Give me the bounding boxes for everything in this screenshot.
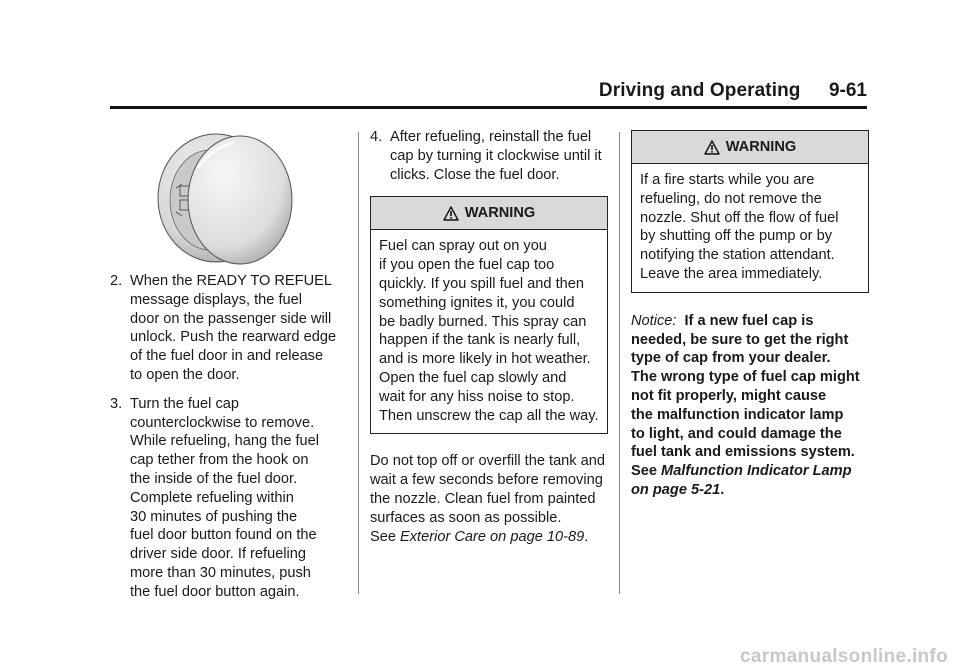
text-line: door on the passenger side will <box>130 310 332 327</box>
warning-box-fuel-spray <box>370 196 608 434</box>
step-3 <box>110 395 348 602</box>
text-line: If a fire starts while you are <box>640 172 815 188</box>
warning-label: WARNING <box>725 138 797 155</box>
text-line: to open the door. <box>130 366 240 383</box>
warning-box-fire <box>631 130 869 293</box>
section-title: Driving and Operating <box>598 80 801 101</box>
text-line: Then unscrew the cap all the way. <box>379 407 599 424</box>
text-line: to light, and could damage the <box>631 425 842 442</box>
warning-body <box>371 230 607 433</box>
text-line: Turn the fuel cap <box>130 395 239 412</box>
text-line: the fuel door button again. <box>130 583 300 600</box>
warning-body <box>632 164 868 292</box>
text-line: driver side door. If refueling <box>130 546 307 563</box>
text-line: nozzle. Shut off the flow of fuel <box>640 209 839 226</box>
cross-reference-page[interactable]: on page 5-21 <box>631 481 721 498</box>
text-line: The wrong type of fuel cap might <box>631 369 860 386</box>
text-line: type of cap from your dealer. <box>631 350 831 367</box>
paragraph-overfill <box>370 452 610 546</box>
fuel-door-illustration <box>110 128 348 268</box>
text-line <box>631 312 869 331</box>
text-line: message displays, the fuel <box>130 291 302 308</box>
column-3 <box>631 130 869 500</box>
column-2 <box>370 128 610 546</box>
text-line <box>631 462 869 481</box>
text-line: if you open the fuel cap too <box>379 257 555 274</box>
step-number: 3. <box>110 395 123 412</box>
text-line: not fit properly, might cause <box>631 387 827 404</box>
warning-triangle-icon <box>443 206 459 221</box>
watermark: carmanualsonline.info <box>740 646 948 667</box>
text-line: of the fuel door in and release <box>130 348 324 365</box>
text-line: and is more likely in hot weather. <box>379 351 591 368</box>
column-divider-2 <box>619 132 620 594</box>
text-line: Complete refueling within <box>130 489 294 506</box>
warning-label: WARNING <box>464 204 536 221</box>
notice-first-line: If a new fuel cap is <box>684 312 814 329</box>
text-line: the nozzle. Clean fuel from painted <box>370 490 596 507</box>
text-line: While refueling, hang the fuel <box>130 433 320 450</box>
notice-paragraph <box>631 312 869 500</box>
warning-triangle-icon <box>704 140 720 155</box>
text-line: notifying the station attendant. <box>640 247 835 264</box>
see-word: See <box>631 463 657 480</box>
period: . <box>720 481 725 498</box>
period: . <box>584 528 589 545</box>
text-line: fuel tank and emissions system. <box>631 444 855 461</box>
text-line: be badly burned. This spray can <box>379 313 587 330</box>
text-line: the malfunction indicator lamp <box>631 406 844 423</box>
step-4 <box>370 128 610 184</box>
text-line: quickly. If you spill fuel and then <box>379 275 584 292</box>
text-line: When the READY TO REFUEL <box>130 273 332 289</box>
warning-header <box>371 197 607 230</box>
step-number: 4. <box>370 129 383 145</box>
see-word: See <box>370 528 396 545</box>
text-line: needed, be sure to get the right <box>631 331 849 348</box>
page-number: 9-61 <box>828 80 867 101</box>
text-line: fuel door button found on the <box>130 527 317 544</box>
text-line: After refueling, reinstall the fuel <box>390 129 592 145</box>
text-line: cap by turning it clockwise until it <box>390 147 602 164</box>
page-header <box>110 80 867 109</box>
text-line: unlock. Push the rearward edge <box>130 329 337 346</box>
text-line: Open the fuel cap slowly and <box>379 369 567 386</box>
cross-reference-link[interactable]: Exterior Care on page 10-89 <box>400 528 585 545</box>
text-line <box>631 481 869 500</box>
text-line: surfaces as soon as possible. <box>370 509 562 526</box>
text-line: more than 30 minutes, push <box>130 564 311 581</box>
text-line: the inside of the fuel door. <box>130 470 298 487</box>
text-line: Fuel can spray out on you <box>379 238 547 255</box>
warning-header <box>632 131 868 164</box>
text-line: Leave the area immediately. <box>640 265 823 282</box>
text-line <box>370 528 610 547</box>
text-line: wait for any hiss noise to stop. <box>379 388 575 405</box>
step-number: 2. <box>110 273 123 289</box>
text-line: clicks. Close the fuel door. <box>390 166 560 183</box>
column-divider-1 <box>358 132 359 594</box>
text-line: refueling, do not remove the <box>640 190 822 207</box>
step-2 <box>110 272 348 385</box>
text-line: counterclockwise to remove. <box>130 414 315 431</box>
notice-label: Notice: <box>631 312 677 329</box>
text-line: cap tether from the hook on <box>130 452 309 469</box>
cross-reference-link[interactable]: Malfunction Indicator Lamp <box>661 463 852 480</box>
text-line: wait a few seconds before removing <box>370 472 603 489</box>
column-1 <box>110 128 348 612</box>
text-line: 30 minutes of pushing the <box>130 508 298 525</box>
text-line: happen if the tank is nearly full, <box>379 332 581 349</box>
text-line: by shutting off the pump or by <box>640 228 832 245</box>
text-line: Do not top off or overfill the tank and <box>370 453 605 470</box>
text-line: something ignites it, you could <box>379 294 575 311</box>
